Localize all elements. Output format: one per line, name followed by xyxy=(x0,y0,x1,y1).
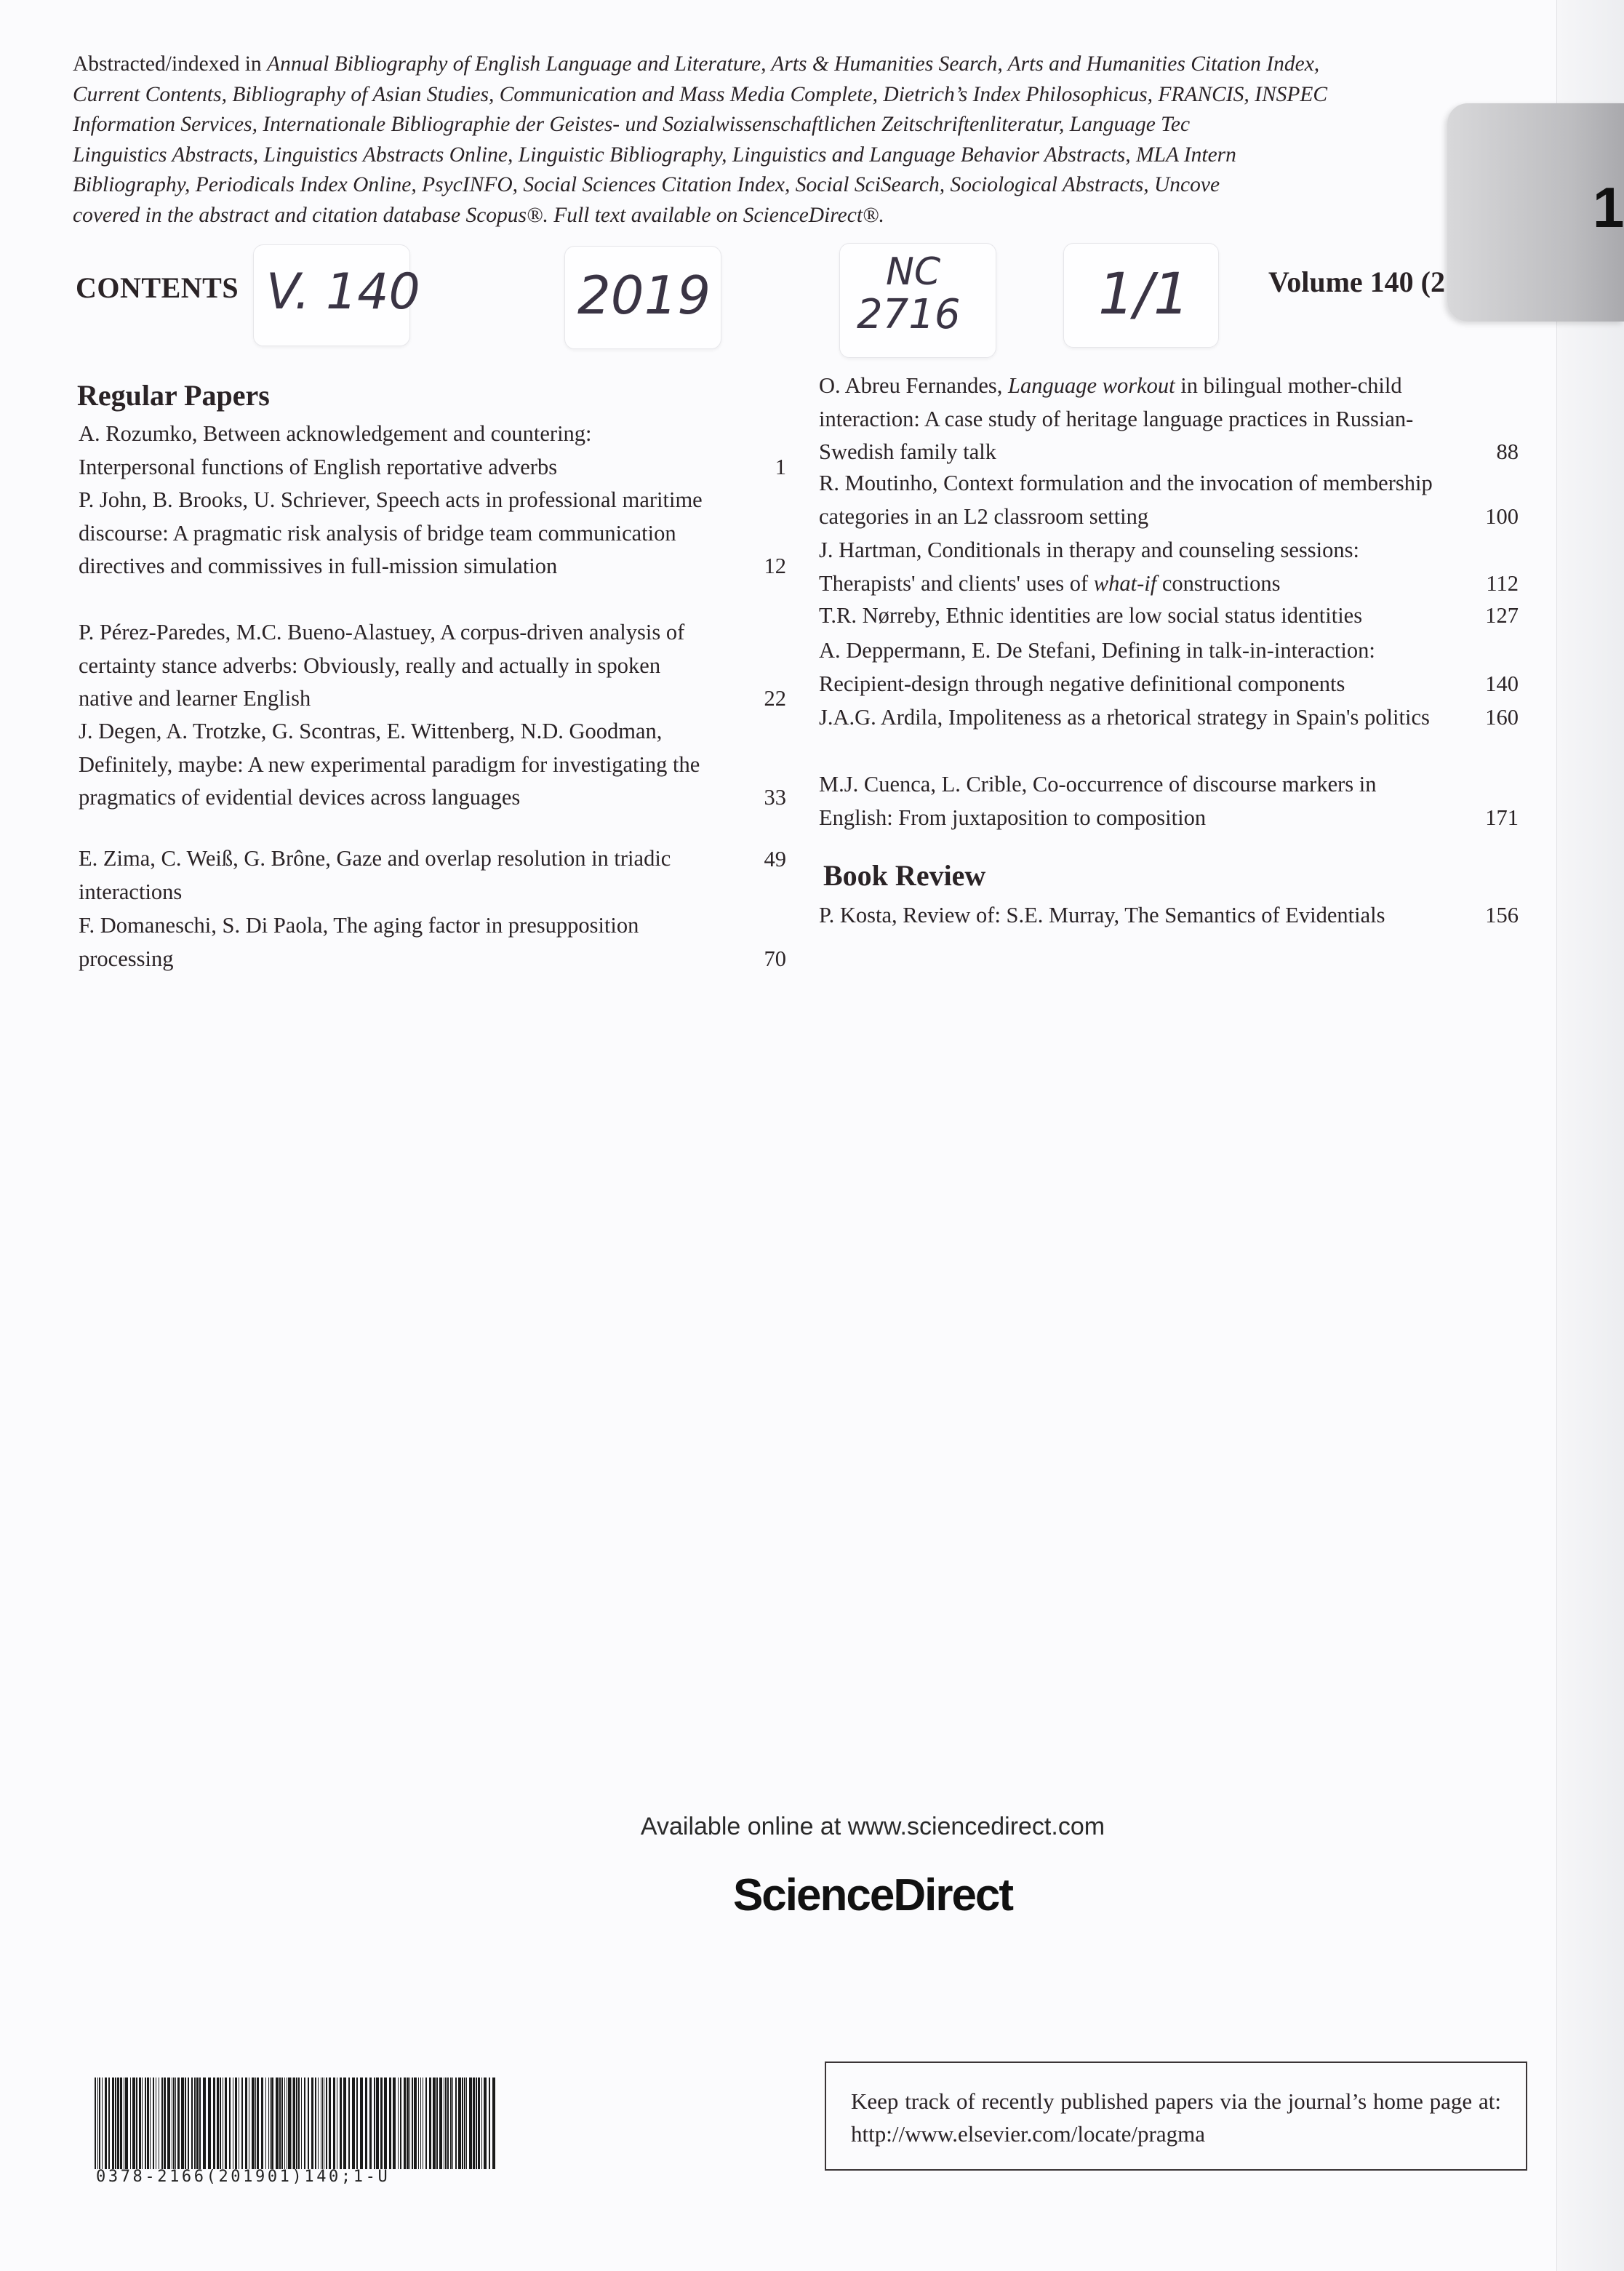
barcode-bar xyxy=(389,2078,391,2169)
barcode-bar xyxy=(425,2078,427,2169)
toc-entry-title-italic: Language workout xyxy=(1008,373,1175,398)
barcode-bar xyxy=(147,2078,149,2169)
barcode-bar xyxy=(145,2078,146,2169)
barcode-bar xyxy=(150,2078,151,2169)
journal-homepage-notice xyxy=(825,2062,1527,2171)
toc-entry-page: 171 xyxy=(1485,805,1519,830)
barcode-bar xyxy=(333,2078,335,2169)
barcode-bar xyxy=(108,2078,110,2169)
barcode-bar xyxy=(452,2078,453,2169)
toc-entry-title: F. Domaneschi, S. Di Paola, The aging factor in presupposition processing xyxy=(79,913,639,971)
barcode-bar xyxy=(380,2078,383,2169)
barcode-bar xyxy=(418,2078,419,2169)
barcode-bar xyxy=(112,2078,114,2169)
handwritten-code-bottom: 2716 xyxy=(857,291,961,338)
contents-heading: CONTENTS xyxy=(76,271,239,304)
book-review-heading: Book Review xyxy=(823,859,986,892)
barcode-bar xyxy=(484,2078,487,2169)
toc-entry[interactable] xyxy=(819,370,1519,469)
toc-entry-title: O. Abreu Fernandes, xyxy=(819,373,1009,398)
indexing-line: Current Contents, Bibliography of Asian Studies, Communication and Mass Media Complete, Dietrich’s Index Philosophicus, FRANCIS, INSPEC xyxy=(73,82,1328,106)
barcode-bar xyxy=(447,2078,449,2169)
barcode-bar xyxy=(276,2078,279,2169)
barcode-bar xyxy=(161,2078,163,2169)
barcode-bar xyxy=(464,2078,465,2169)
barcode-bar xyxy=(476,2078,477,2169)
barcode-bar xyxy=(481,2078,482,2169)
barcode-bar xyxy=(257,2078,259,2169)
notice-text[interactable]: Keep track of recently published papers via the journal’s home page at: http://www.elsevier.com/locate/pragma xyxy=(851,2088,1501,2147)
toc-entry-page: 12 xyxy=(764,554,786,578)
toc-entry[interactable] xyxy=(819,899,1519,933)
barcode-bar xyxy=(175,2078,176,2169)
barcode xyxy=(95,2078,496,2169)
barcode-bar xyxy=(473,2078,475,2169)
barcode-bar xyxy=(445,2078,447,2169)
toc-entry[interactable] xyxy=(819,634,1519,701)
toc-entry-title: P. Pérez-Paredes, M.C. Bueno-Alastuey, A corpus-driven analysis of certainty stance adverbs: Obviously, really and actually in spoken native and learner English xyxy=(79,620,685,711)
toc-entry-page: 156 xyxy=(1485,903,1519,927)
barcode-bar xyxy=(384,2078,387,2169)
barcode-bar xyxy=(308,2078,309,2169)
toc-entry-title: E. Zima, C. Weiß, G. Brône, Gaze and overlap resolution in triadic interactions xyxy=(79,846,671,904)
barcode-bar xyxy=(352,2078,355,2169)
barcode-bar xyxy=(429,2078,431,2169)
toc-entry-title-italic: what-if xyxy=(1093,570,1157,596)
barcode-bar xyxy=(284,2078,285,2169)
barcode-bar xyxy=(466,2078,467,2169)
handwritten-year: 2019 xyxy=(577,265,711,326)
barcode-bar xyxy=(225,2078,227,2169)
barcode-bar xyxy=(398,2078,399,2169)
toc-entry-title: in bilingual mother-child interaction: A case study of heritage language practices in Russian-Swedish family talk xyxy=(819,373,1414,464)
barcode-bar xyxy=(400,2078,401,2169)
barcode-bar xyxy=(136,2078,137,2169)
barcode-digits: 0378-2166(201901)140;1-U xyxy=(96,2168,391,2186)
toc-entry-title: A. Deppermann, E. De Stefani, Defining in talk-in-interaction: Recipient-design through negative definitional components xyxy=(819,638,1375,696)
volume-heading: Volume 140 (2 xyxy=(1268,266,1445,298)
barcode-bar xyxy=(329,2078,331,2169)
barcode-bar xyxy=(412,2078,413,2169)
handwritten-code-top: NC xyxy=(886,250,941,294)
barcode-bar xyxy=(199,2078,201,2169)
barcode-bar xyxy=(315,2078,316,2169)
barcode-bar xyxy=(343,2078,346,2169)
toc-entry-title: P. John, B. Brooks, U. Schriever, Speech acts in professional maritime discourse: A pragmatic risk analysis of bridge team communication directives and commissives in full-mission simulation xyxy=(79,487,703,578)
barcode-bar xyxy=(125,2078,128,2169)
barcode-bar xyxy=(208,2078,211,2169)
barcode-bar xyxy=(105,2078,107,2169)
toc-entry-page: 160 xyxy=(1485,705,1519,730)
barcode-bar xyxy=(194,2078,196,2169)
barcode-bar xyxy=(433,2078,436,2169)
barcode-bar xyxy=(164,2078,166,2169)
handwritten-issue: 1/1 xyxy=(1098,262,1190,327)
toc-entry-title: M.J. Cuenca, L. Crible, Co-occurrence of discourse markers in English: From juxtaposition to composition xyxy=(819,772,1377,830)
online-availability: Available online at www.sciencedirect.com xyxy=(640,1813,1105,1840)
toc-entry[interactable] xyxy=(79,842,786,909)
barcode-bar xyxy=(436,2078,438,2169)
barcode-bar xyxy=(420,2078,421,2169)
barcode-bar xyxy=(255,2078,256,2169)
indexing-line: Linguistics Abstracts, Linguistics Abstracts Online, Linguistic Bibliography, Linguistics and Language Behavior Abstracts, MLA Intern xyxy=(73,143,1236,167)
toc-entry[interactable] xyxy=(79,484,786,583)
barcode-bar xyxy=(356,2078,358,2169)
barcode-bar xyxy=(252,2078,255,2169)
barcode-bar xyxy=(318,2078,319,2169)
toc-entry[interactable] xyxy=(819,467,1519,533)
barcode-bar xyxy=(455,2078,457,2169)
barcode-bar xyxy=(360,2078,363,2169)
toc-entry-page: 1 xyxy=(775,454,786,479)
indexing-lead: Abstracted/indexed in xyxy=(73,52,268,76)
barcode-bar xyxy=(462,2078,463,2169)
barcode-bar xyxy=(326,2078,327,2169)
barcode-bar xyxy=(191,2078,193,2169)
indexing-line: Annual Bibliography of English Language and Literature, Arts & Humanities Search, Arts and Humanities Citation Index, xyxy=(267,52,1320,76)
barcode-bar xyxy=(167,2078,170,2169)
barcode-bar xyxy=(469,2078,472,2169)
barcode-bar xyxy=(281,2078,283,2169)
barcode-bar xyxy=(117,2078,119,2169)
toc-entry[interactable] xyxy=(79,616,786,716)
toc-entry-title: A. Rozumko, Between acknowledgement and countering: Interpersonal functions of English reportative adverbs xyxy=(79,421,592,479)
toc-entry-page: 112 xyxy=(1486,570,1519,596)
handwritten-volume: V. 140 xyxy=(266,263,420,321)
sciencedirect-logo: ScienceDirect xyxy=(732,1870,1013,1920)
barcode-bar xyxy=(458,2078,461,2169)
toc-entry[interactable] xyxy=(819,534,1519,600)
barcode-bar xyxy=(374,2078,375,2169)
barcode-bar xyxy=(348,2078,350,2169)
barcode-bar xyxy=(268,2078,269,2169)
toc-entry[interactable] xyxy=(819,768,1519,834)
barcode-bar xyxy=(271,2078,273,2169)
barcode-bar xyxy=(181,2078,184,2169)
barcode-bar xyxy=(322,2078,323,2169)
barcode-bar xyxy=(102,2078,103,2169)
indexing-line: covered in the abstract and citation database Scopus®. Full text available on ScienceDirect®. xyxy=(73,203,884,227)
barcode-bar xyxy=(177,2078,180,2169)
barcode-bar xyxy=(301,2078,302,2169)
toc-entry-title: J. Degen, A. Trotzke, G. Scontras, E. Wittenberg, N.D. Goodman, Definitely, maybe: A new experimental paradigm for investigating the pragmatics of evidential devices across languages xyxy=(79,719,700,810)
barcode-bar xyxy=(478,2078,480,2169)
barcode-bar xyxy=(265,2078,266,2169)
barcode-bar xyxy=(188,2078,189,2169)
barcode-bar xyxy=(293,2078,295,2169)
barcode-bar xyxy=(153,2078,154,2169)
barcode-bar xyxy=(369,2078,372,2169)
barcode-bar xyxy=(489,2078,490,2169)
toc-entry-page: 100 xyxy=(1485,503,1519,529)
barcode-bar xyxy=(407,2078,409,2169)
toc-entry[interactable] xyxy=(819,599,1519,633)
barcode-bar xyxy=(220,2078,221,2169)
toc-entry[interactable] xyxy=(79,909,786,975)
barcode-bar xyxy=(298,2078,300,2169)
barcode-bar xyxy=(414,2078,417,2169)
barcode-bar xyxy=(393,2078,396,2169)
indexing-statement xyxy=(73,49,1513,231)
barcode-bar xyxy=(245,2078,247,2169)
toc-entry[interactable] xyxy=(819,701,1519,735)
barcode-bar xyxy=(270,2078,271,2169)
barcode-bar xyxy=(97,2078,98,2169)
toc-entry-page: 88 xyxy=(1496,439,1519,464)
toc-entry-title: T.R. Nørreby, Ethnic identities are low social status identities xyxy=(819,603,1363,628)
indexing-line: Information Services, Internationale Bibliographie der Geistes- und Sozialwissenschaftlichen Zeitschriftenliteratur, Language Tec xyxy=(73,113,1191,136)
barcode-bar xyxy=(279,2078,281,2169)
toc-entry-page: 140 xyxy=(1485,671,1519,696)
page-edge xyxy=(1556,0,1624,2271)
barcode-bar xyxy=(229,2078,231,2169)
barcode-bar xyxy=(365,2078,367,2169)
barcode-bar xyxy=(217,2078,219,2169)
toc-entry-title: J.A.G. Ardila, Impoliteness as a rhetorical strategy in Spain's politics xyxy=(819,705,1430,730)
toc-entry[interactable] xyxy=(79,715,786,815)
toc-entry-title: J. Hartman, Conditionals in therapy and counseling sessions: Therapists' and clients' uses of xyxy=(819,538,1359,596)
barcode-bar xyxy=(95,2078,96,2169)
barcode-bar xyxy=(173,2078,175,2169)
barcode-bar xyxy=(288,2078,291,2169)
toc-entry-page: 22 xyxy=(764,686,786,711)
barcode-bar xyxy=(120,2078,122,2169)
barcode-bar xyxy=(115,2078,116,2169)
barcode-bar xyxy=(130,2078,131,2169)
toc-entry-title: R. Moutinho, Context formulation and the invocation of membership categories in an L2 classroom setting xyxy=(819,471,1433,529)
toc-entry[interactable] xyxy=(79,418,786,484)
barcode-bar xyxy=(376,2078,379,2169)
barcode-bar xyxy=(404,2078,406,2169)
barcode-bar xyxy=(185,2078,186,2169)
toc-entry-page: 33 xyxy=(764,785,786,810)
barcode-bar xyxy=(196,2078,199,2169)
regular-papers-heading: Regular Papers xyxy=(77,379,270,412)
barcode-bar xyxy=(450,2078,452,2169)
barcode-bar xyxy=(409,2078,410,2169)
barcode-bar xyxy=(296,2078,297,2169)
barcode-bar xyxy=(340,2078,342,2169)
toc-entry-page: 49 xyxy=(764,846,786,871)
barcode-bar xyxy=(241,2078,243,2169)
barcode-bar xyxy=(142,2078,143,2169)
barcode-bar xyxy=(235,2078,237,2169)
toc-entry-title: P. Kosta, Review of: S.E. Murray, The Semantics of Evidentials xyxy=(819,903,1385,927)
barcode-bar xyxy=(439,2078,442,2169)
tab-number: 1 xyxy=(1593,175,1624,239)
barcode-bar xyxy=(213,2078,215,2169)
toc-entry-title: constructions xyxy=(1156,570,1281,596)
barcode-bar xyxy=(304,2078,305,2169)
barcode-bar xyxy=(311,2078,313,2169)
barcode-bar xyxy=(132,2078,135,2169)
toc-entry-page: 127 xyxy=(1485,603,1519,628)
barcode-bar xyxy=(492,2078,495,2169)
barcode-bar xyxy=(261,2078,263,2169)
barcode-bar xyxy=(203,2078,206,2169)
indexing-line: Bibliography, Periodicals Index Online, PsycINFO, Social Sciences Citation Index, Social SciSearch, Sociological Abstracts, Uncove xyxy=(73,173,1220,196)
barcode-bar xyxy=(99,2078,100,2169)
barcode-bar xyxy=(139,2078,141,2169)
toc-entry-page: 70 xyxy=(764,946,786,971)
